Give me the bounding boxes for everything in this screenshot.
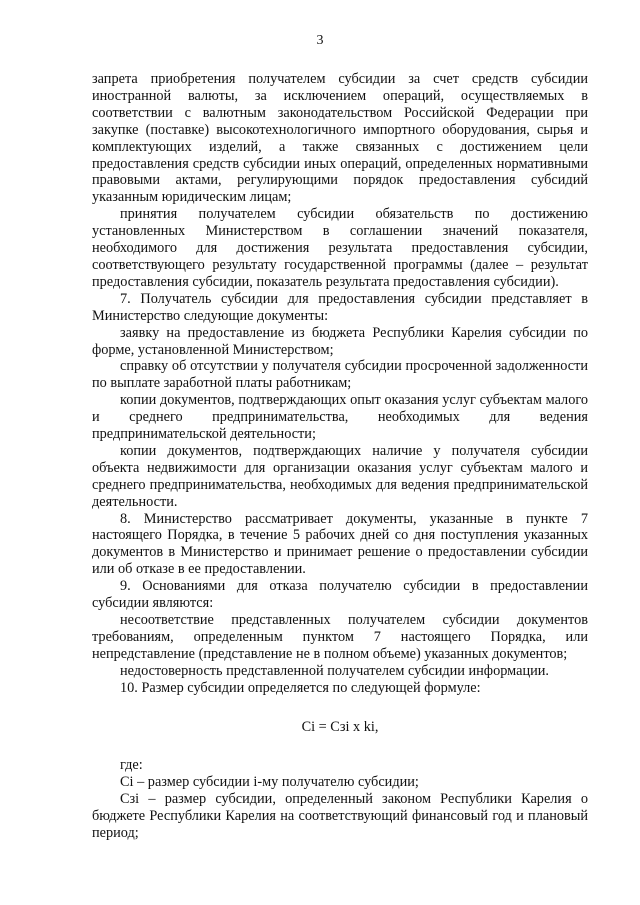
paragraph: копии документов, подтверждающих опыт оказания услуг субъектам малого и среднего предпринимательства, необходимых для ведения предпринимательской деятельности; [92, 392, 588, 443]
paragraph: принятия получателем субсидии обязательств по достижению установленных Министерством в соглашении значений показателя, необходимого для достижения результата предоставления субсидии, соответствующего результату государственной программы (далее – результат предоставления субсидии, показатель результата предоставления субсидии). [92, 206, 588, 290]
paragraph: 9. Основаниями для отказа получателю субсидии в предоставлении субсидии являются: [92, 578, 588, 612]
paragraph: запрета приобретения получателем субсидии за счет средств субсидии иностранной валюты, за исключением операций, осуществляемых в соответствии с валютным законодательством Российской Федерации при закупке (поставке) высокотехнологичного импортного оборудования, сырья и комплектующих изделий, а также связанных с достижением цели предоставления средств субсидии иных операций, определенных нормативными правовыми актами, регулирующими порядок предоставления субсидий указанным юридическим лицам; [92, 71, 588, 206]
paragraph: 10. Размер субсидии определяется по следующей формуле: [120, 679, 481, 696]
formula: Ci = Cзi x ki, [301, 718, 379, 735]
paragraph: недостоверность представленной получателем субсидии информации. [120, 662, 549, 679]
document-body [92, 71, 588, 842]
paragraph: справку об отсутствии у получателя субсидии просроченной задолженности по выплате заработной платы работникам; [92, 358, 588, 392]
paragraph: 7. Получатель субсидии для предоставления субсидии представляет в Министерство следующие документы: [92, 290, 588, 324]
page-number: 3 [316, 33, 324, 48]
paragraph: где: [120, 757, 143, 774]
paragraph: несоответствие представленных получателем субсидии документов требованиям, определенным пунктом 7 настоящего Порядка, или непредставление (представление не в полном объеме) указанных документов; [92, 612, 588, 662]
paragraph: заявку на предоставление из бюджета Республики Карелия субсидии по форме, установленной Министерством; [92, 324, 588, 358]
paragraph: Сзi – размер субсидии, определенный законом Республики Карелия о бюджете Республики Карелия на соответствующий финансовый год и плановый период; [92, 791, 588, 842]
paragraph: Ci – размер субсидии i-му получателю субсидии; [120, 774, 419, 791]
paragraph: копии документов, подтверждающих наличие у получателя субсидии объекта недвижимости для организации оказания услуг субъектам малого и среднего предпринимательства, необходимых для ведения предпринимательской деятельности. [92, 442, 588, 510]
paragraph: 8. Министерство рассматривает документы, указанные в пункте 7 настоящего Порядка, в течение 5 рабочих дней со дня поступления указанных документов в Министерство и принимает решение о предоставлении субсидии или об отказе в ее предоставлении. [92, 510, 588, 578]
